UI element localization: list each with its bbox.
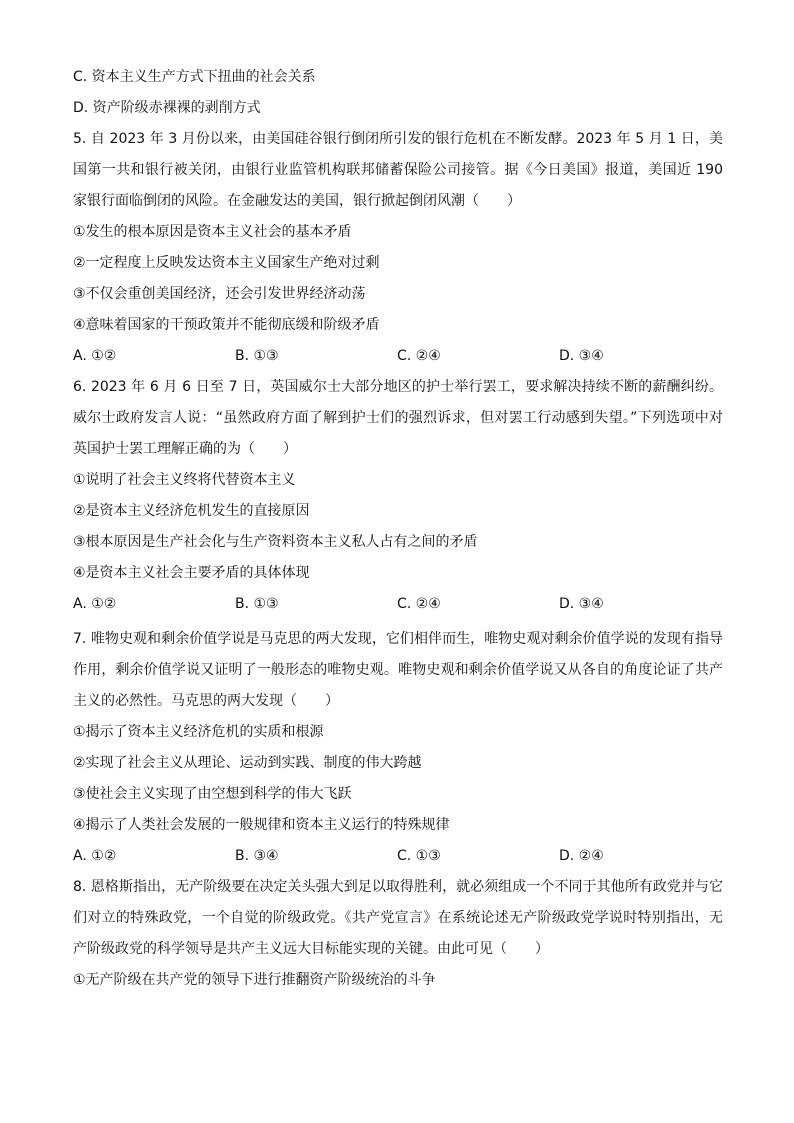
q7-stem: 7. 唯物史观和剩余价值学说是马克思的两大发现，它们相伴而生，唯物史观对剩余价值学说的发现有指导作用，剩余价值学说又证明了一般形态的唯物史观。唯物史观和剩余价值学说又从各自的角度论证了共产主义的必然性。马克思的两大发现（ ）	[73, 631, 723, 709]
q5-option-d: D. ③④	[559, 348, 604, 364]
q8-item-1: ①无产阶级在共产党的领导下进行推翻资产阶级统治的斗争	[73, 972, 436, 988]
q7-item-1: ①揭示了资本主义经济危机的实质和根源	[73, 724, 324, 740]
q5-item-4: ④意味着国家的干预政策并不能彻底缓和阶级矛盾	[73, 317, 380, 333]
q5-item-2: ②一定程度上反映发达资本主义国家生产绝对过剩	[73, 255, 380, 271]
q7-option-a: A. ①②	[73, 848, 117, 864]
q6-item-3: ③根本原因是生产社会化与生产资料资本主义私人占有之间的矛盾	[73, 534, 478, 550]
q5-item-1: ①发生的根本原因是资本主义社会的基本矛盾	[73, 224, 352, 240]
q6-item-1: ①说明了社会主义终将代替资本主义	[73, 472, 296, 488]
q7-item-3: ③使社会主义实现了由空想到科学的伟大飞跃	[73, 786, 352, 802]
q6-option-d: D. ③④	[559, 596, 604, 612]
q6-option-c: C. ②④	[397, 596, 441, 612]
q7-option-d: D. ②④	[559, 848, 604, 864]
q4-option-c: C. 资本主义生产方式下扭曲的社会关系	[73, 69, 316, 85]
q6-item-4: ④是资本主义社会主要矛盾的具体体现	[73, 565, 310, 581]
q6-item-2: ②是资本主义经济危机发生的直接原因	[73, 503, 310, 519]
q7-item-2: ②实现了社会主义从理论、运动到实践、制度的伟大跨越	[73, 755, 422, 771]
q6-stem: 6. 2023 年 6 月 6 日至 7 日，英国威尔士大部分地区的护士举行罢工，要求解决持续不断的薪酬纠纷。威尔士政府发言人说：“虽然政府方面了解到护士们的强烈诉求，但对罢工行动感到失望。”下列选项中对英国护士罢工理解正确的为（ ）	[73, 379, 723, 457]
q4-option-d: D. 资产阶级赤裸裸的剥削方式	[73, 100, 261, 116]
q5-options	[73, 341, 723, 372]
q7-option-c: C. ①③	[397, 848, 441, 864]
q7-option-b: B. ③④	[235, 848, 279, 864]
q5-option-a: A. ①②	[73, 348, 117, 364]
q8-stem: 8. 恩格斯指出，无产阶级要在决定关头强大到足以取得胜利，就必须组成一个不同于其他所有政党并与它们对立的特殊政党，一个自觉的阶级政党。《共产党宣言》在系统论述无产阶级政党学说时特别指出，无产阶级政党的科学领导是共产主义远大目标能实现的关键。由此可见（ ）	[73, 879, 723, 957]
q7-item-4: ④揭示了人类社会发展的一般规律和资本主义运行的特殊规律	[73, 817, 450, 833]
q7-options	[73, 841, 723, 872]
q6-options	[73, 589, 723, 620]
q6-option-b: B. ①③	[235, 596, 279, 612]
q5-item-3: ③不仅会重创美国经济，还会引发世界经济动荡	[73, 286, 366, 302]
q5-option-c: C. ②④	[397, 348, 441, 364]
exam-page	[73, 62, 723, 996]
q5-option-b: B. ①③	[235, 348, 279, 364]
q5-stem: 5. 自 2023 年 3 月份以来，由美国硅谷银行倒闭所引发的银行危机在不断发酵。2023 年 5 月 1 日，美国第一共和银行被关闭，由银行业监管机构联邦储蓄保险公司接管。据《今日美国》报道，美国近 190 家银行面临倒闭的风险。在金融发达的美国，银行掀起倒闭风潮（ ）	[73, 131, 723, 209]
q6-option-a: A. ①②	[73, 596, 117, 612]
